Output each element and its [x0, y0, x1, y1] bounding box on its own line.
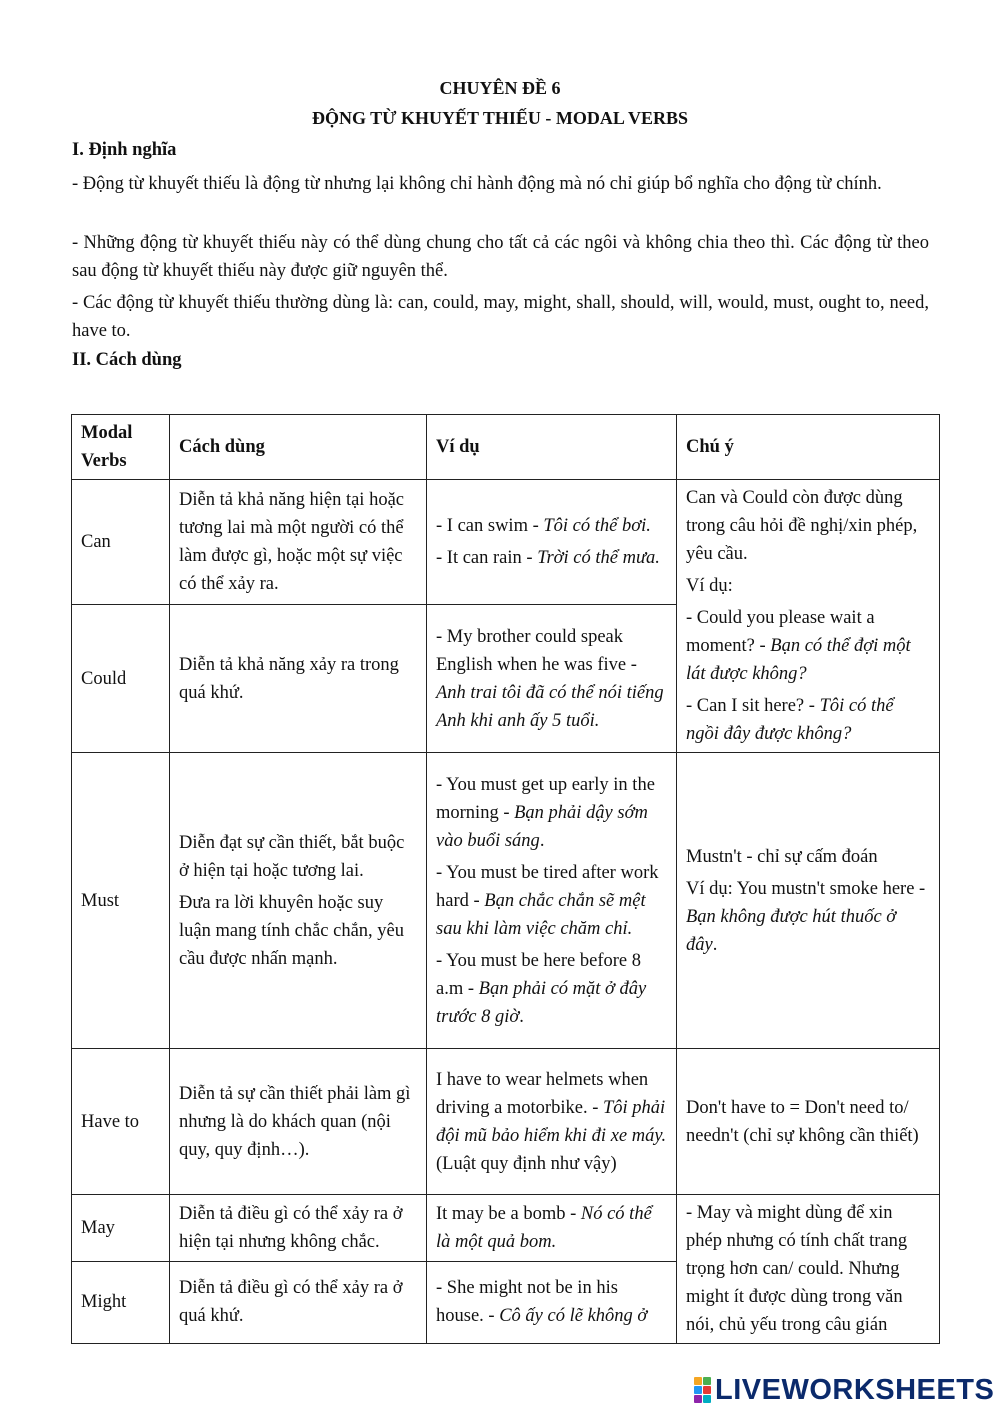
note-can-could: Can và Could còn được dùng trong câu hỏi đề nghị/xin phép, yêu cầu. Ví dụ: - Could you please wait a moment? - Bạn có thể đợi một lát được không? - Can I sit here? - Tôi có thể ngồi đây được không?	[677, 480, 940, 753]
document-title: CHUYÊN ĐỀ 6	[439, 78, 561, 98]
definition-paragraph-3: - Các động từ khuyết thiếu thường dùng là: can, could, may, might, shall, should, will, would, must, ought to, need, have to.	[72, 293, 929, 341]
usage-may: Diễn tả điều gì có thể xảy ra ở hiện tại nhưng không chắc.	[170, 1195, 427, 1262]
header-modal-verbs: Modal Verbs	[72, 415, 170, 480]
example-have-to: I have to wear helmets when driving a motorbike. - Tôi phải đội mũ bảo hiểm khi đi xe máy. (Luật quy định như vậy)	[427, 1049, 677, 1195]
modal-must: Must	[72, 753, 170, 1049]
liveworksheets-logo-text: LIVEWORKSHEETS	[715, 1373, 995, 1406]
document-subtitle: ĐỘNG TỪ KHUYẾT THIẾU - MODAL VERBS	[311, 108, 689, 128]
note-may-might: - May và might dùng để xin phép nhưng có tính chất trang trọng hơn can/ could. Nhưng might ít được dùng trong văn nói, chủ yếu trong câu gián	[677, 1195, 940, 1344]
example-may: It may be a bomb - Nó có thể là một quả bom.	[427, 1195, 677, 1262]
modal-may: May	[72, 1195, 170, 1262]
table-header-row	[72, 415, 940, 480]
table-row-may	[72, 1195, 940, 1262]
definition-paragraph-2: - Những động từ khuyết thiếu này có thể dùng chung cho tất cả các ngôi và không chia theo thì. Các động từ theo sau động từ khuyết thiếu này được giữ nguyên thể.	[72, 233, 929, 281]
header-note: Chú ý	[677, 415, 940, 480]
section-heading-definition: I. Định nghĩa	[72, 140, 177, 160]
liveworksheets-logo-icon	[694, 1377, 711, 1403]
example-might: - She might not be in his house. - Cô ấy có lẽ không ở	[427, 1261, 677, 1343]
usage-can: Diễn tả khả năng hiện tại hoặc tương lai mà một người có thể làm được gì, hoặc một sự việc có thể xảy ra.	[170, 480, 427, 605]
note-have-to: Don't have to = Don't need to/ needn't (chỉ sự không cần thiết)	[677, 1049, 940, 1195]
section-heading-usage: II. Cách dùng	[72, 350, 182, 370]
usage-must: Diễn đạt sự cần thiết, bắt buộc ở hiện tại hoặc tương lai. Đưa ra lời khuyên hoặc suy luận mang tính chắc chắn, yêu cầu được nhấn mạnh.	[170, 753, 427, 1049]
table-row-must	[72, 753, 940, 1049]
header-example: Ví dụ	[427, 415, 677, 480]
modal-could: Could	[72, 605, 170, 753]
example-can: - I can swim - Tôi có thể bơi. - It can rain - Trời có thể mưa.	[427, 480, 677, 605]
liveworksheets-logo[interactable]	[694, 1374, 994, 1406]
note-must: Mustn't - chỉ sự cấm đoán Ví dụ: You mustn't smoke here - Bạn không được hút thuốc ở đây.	[677, 753, 940, 1049]
example-could: - My brother could speak English when he was five - Anh trai tôi đã có thể nói tiếng Anh khi anh ấy 5 tuổi.	[427, 605, 677, 753]
definition-paragraph-1: - Động từ khuyết thiếu là động từ nhưng lại không chỉ hành động mà nó chỉ giúp bổ nghĩa cho động từ chính.	[72, 174, 882, 194]
table-row-can	[72, 480, 940, 605]
usage-have-to: Diễn tả sự cần thiết phải làm gì nhưng là do khách quan (nội quy, quy định…).	[170, 1049, 427, 1195]
header-usage: Cách dùng	[170, 415, 427, 480]
usage-might: Diễn tả điều gì có thể xảy ra ở quá khứ.	[170, 1261, 427, 1343]
example-must: - You must get up early in the morning - Bạn phải dậy sớm vào buổi sáng. - You must be tired after work hard - Bạn chắc chắn sẽ mệt sau khi làm việc chăm chỉ. - You must be here before 8 a.m - Bạn phải có mặt ở đây trước 8 giờ.	[427, 753, 677, 1049]
modal-verbs-table	[71, 414, 940, 1344]
modal-have-to: Have to	[72, 1049, 170, 1195]
usage-could: Diễn tả khả năng xảy ra trong quá khứ.	[170, 605, 427, 753]
modal-might: Might	[72, 1261, 170, 1343]
table-row-have-to	[72, 1049, 940, 1195]
modal-can: Can	[72, 480, 170, 605]
